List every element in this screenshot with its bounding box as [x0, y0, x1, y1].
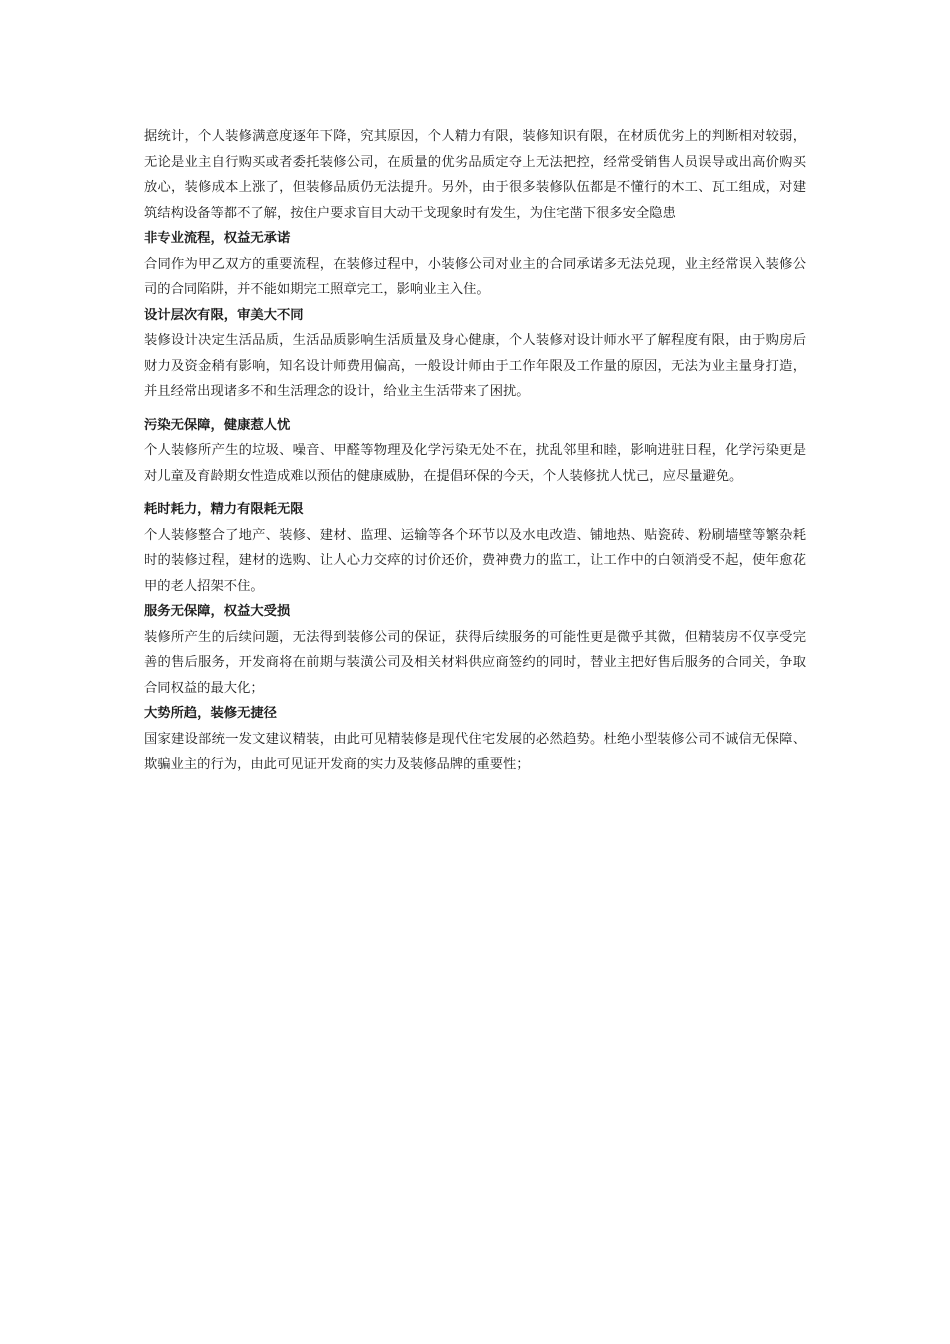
section-heading-design: 设计层次有限，审美大不同 — [144, 307, 304, 323]
section-heading-pollution: 污染无保障，健康惹人忧 — [144, 417, 291, 433]
document-page — [144, 124, 806, 778]
section-body-pollution: 个人装修所产生的垃圾、噪音、甲醛等物理及化学污染无处不在，扰乱邻里和睦，影响进驻日程，化学污染更是对儿童及育龄期女性造成难以预估的健康威胁，在提倡环保的今天，个人装修扰人忧己，应尽量避免。 — [144, 443, 806, 484]
section-body-service: 装修所产生的后续问题，无法得到装修公司的保证，获得后续服务的可能性更是微乎其微，但精装房不仅享受完善的售后服务，开发商将在前期与装潢公司及相关材料供应商签约的同时，替业主把好售后服务的合同关，争取合同权益的最大化； — [144, 629, 806, 696]
section-body-time: 个人装修整合了地产、装修、建材、监理、运输等各个环节以及水电改造、铺地热、贴瓷砖、粉刷墙壁等繁杂耗时的装修过程，建材的选购、让人心力交瘁的讨价还价，费神费力的监工，让工作中的白领消受不起，使年愈花甲的老人招架不住。 — [144, 527, 806, 594]
section-heading-contract: 非专业流程，权益无承诺 — [144, 231, 291, 246]
section-body-design: 装修设计决定生活品质，生活品质影响生活质量及身心健康，个人装修对设计师水平了解程度有限，由于购房后财力及资金稍有影响，知名设计师费用偏高，一般设计师由于工作年限及工作量的原因，无法为业主量身打造，并且经常出现诸多不和生活理念的设计，给业主生活带来了困扰。 — [144, 333, 806, 399]
section-heading-service: 服务无保障，权益大受损 — [144, 604, 291, 619]
section-heading-trend: 大势所趋，装修无捷径 — [144, 706, 277, 721]
section-heading-time: 耗时耗力，精力有限耗无限 — [144, 502, 304, 517]
section-body-contract: 合同作为甲乙双方的重要流程，在装修过程中，小装修公司对业主的合同承诺多无法兑现，业主经常误入装修公司的合同陷阱，并不能如期完工照章完工，影响业主入住。 — [144, 256, 806, 297]
intro-paragraph: 据统计，个人装修满意度逐年下降，究其原因，个人精力有限，装修知识有限，在材质优劣上的判断相对较弱，无论是业主自行购买或者委托装修公司，在质量的优劣品质定夺上无法把控，经常受销售人员误导或出高价购买放心，装修成本上涨了，但装修品质仍无法提升。另外，由于很多装修队伍都是不懂行的木工、瓦工组成，对建筑结构设备等都不了解，按住户要求盲目大动干戈现象时有发生，为住宅凿下很多安全隐患 — [144, 129, 806, 221]
section-body-trend: 国家建设部统一发文建议精装，由此可见精装修是现代住宅发展的必然趋势。杜绝小型装修公司不诚信无保障、欺骗业主的行为，由此可见证开发商的实力及装修品牌的重要性； — [144, 731, 806, 772]
